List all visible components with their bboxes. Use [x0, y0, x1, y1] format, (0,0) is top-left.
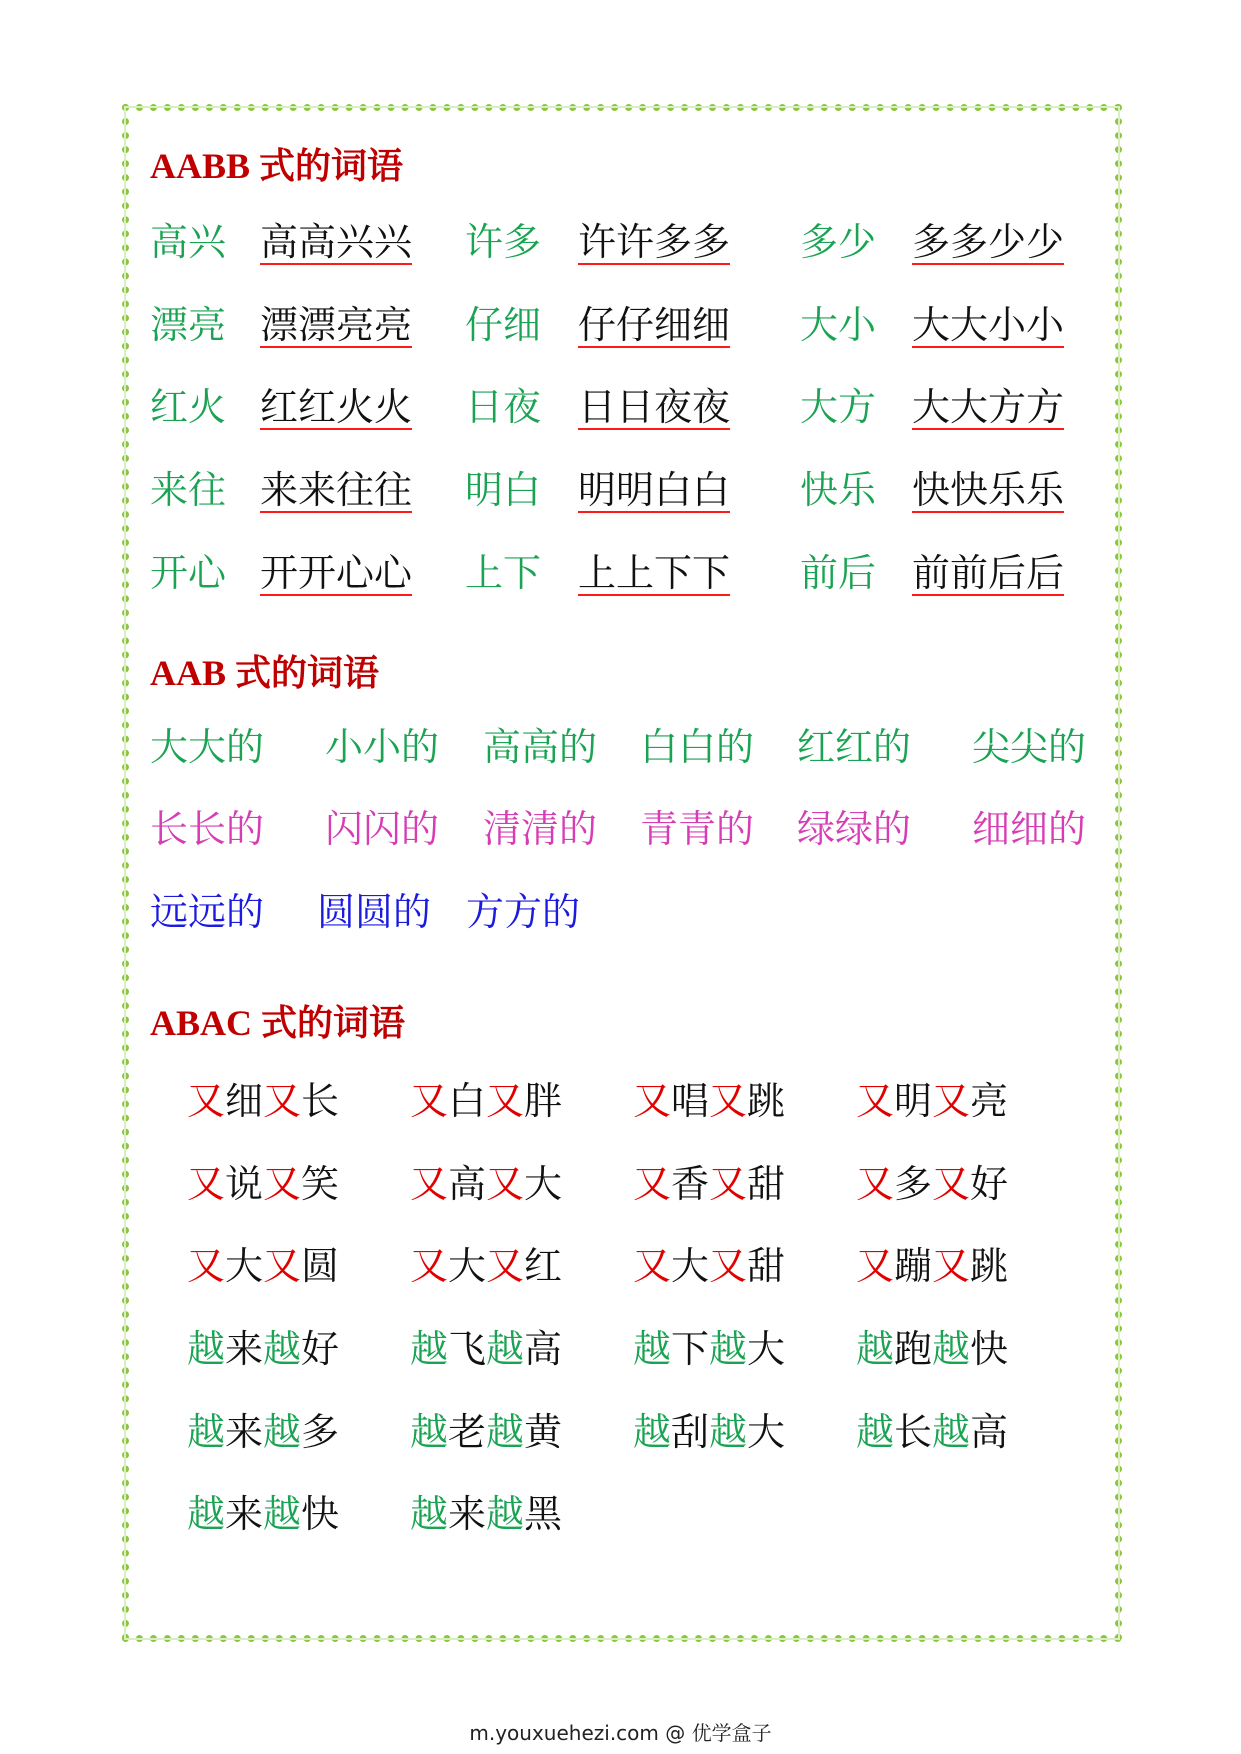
abac-content-char: 长 [894, 1410, 933, 1454]
abac-content-char: 黑 [524, 1492, 563, 1536]
abac-repeat-char: 越 [187, 1327, 226, 1371]
abac-content-char: 大 [225, 1244, 264, 1288]
abac-repeat-char: 又 [410, 1162, 449, 1206]
abac-content-char: 来 [225, 1410, 264, 1454]
aab-word: 清清的 [483, 807, 598, 851]
aabb-base-word: 前后 [800, 551, 877, 595]
abac-content-char: 好 [970, 1162, 1009, 1206]
abac-word [856, 1327, 1009, 1371]
abac-repeat-char: 又 [263, 1079, 302, 1123]
abac-repeat-char: 越 [633, 1327, 672, 1371]
abac-repeat-char: 越 [187, 1410, 226, 1454]
abac-content-char: 大 [524, 1162, 563, 1206]
abac-content-char: 胖 [524, 1079, 563, 1123]
aabb-reduplicated-word: 许许多多 [578, 220, 731, 264]
abac-content-char: 快 [301, 1492, 340, 1536]
aabb-reduplicated-word: 漂漂亮亮 [260, 303, 413, 347]
abac-content-char: 大 [448, 1244, 487, 1288]
abac-word [410, 1162, 563, 1206]
aabb-base-word: 红火 [150, 385, 227, 429]
abac-content-char: 高 [448, 1162, 487, 1206]
abac-repeat-char: 越 [187, 1492, 226, 1536]
abac-content-char: 多 [894, 1162, 933, 1206]
aabb-reduplicated-word: 大大方方 [912, 385, 1065, 429]
aabb-reduplicated-word: 开开心心 [260, 551, 413, 595]
abac-repeat-char: 又 [932, 1162, 971, 1206]
aabb-base-word: 日夜 [465, 385, 542, 429]
abac-content-char: 刮 [671, 1410, 710, 1454]
abac-content-char: 飞 [448, 1327, 487, 1371]
abac-content-char: 黄 [524, 1410, 563, 1454]
aabb-base-word: 仔细 [465, 303, 542, 347]
aab-word: 大大的 [150, 725, 265, 769]
abac-word [187, 1079, 340, 1123]
abac-repeat-char: 越 [263, 1410, 302, 1454]
abac-word [856, 1410, 1009, 1454]
aab-word: 圆圆的 [317, 890, 432, 934]
abac-content-char: 圆 [301, 1244, 340, 1288]
abac-content-char: 红 [524, 1244, 563, 1288]
aab-section-title: AAB 式的词语 [150, 653, 380, 693]
abac-word [633, 1244, 786, 1288]
abac-content-char: 长 [301, 1079, 340, 1123]
aabb-base-word: 上下 [465, 551, 542, 595]
abac-word [410, 1327, 563, 1371]
aabb-base-word: 多少 [800, 220, 877, 264]
aabb-base-word: 大方 [800, 385, 877, 429]
abac-content-char: 快 [970, 1327, 1009, 1371]
abac-repeat-char: 又 [263, 1244, 302, 1288]
abac-repeat-char: 又 [410, 1079, 449, 1123]
abac-repeat-char: 越 [410, 1327, 449, 1371]
abac-repeat-char: 越 [709, 1410, 748, 1454]
abac-word [856, 1162, 1009, 1206]
abac-word [187, 1327, 340, 1371]
abac-word [633, 1327, 786, 1371]
abac-word [187, 1244, 340, 1288]
abac-repeat-char: 又 [486, 1079, 525, 1123]
abac-repeat-char: 又 [932, 1079, 971, 1123]
abac-content-char: 来 [225, 1492, 264, 1536]
aabb-reduplicated-word: 仔仔细细 [578, 303, 731, 347]
abac-content-char: 亮 [970, 1079, 1009, 1123]
abac-repeat-char: 越 [633, 1410, 672, 1454]
abac-content-char: 香 [671, 1162, 710, 1206]
aab-word: 白白的 [640, 725, 755, 769]
aab-word: 闪闪的 [325, 807, 440, 851]
aab-word: 青青的 [640, 807, 755, 851]
aabb-base-word: 快乐 [800, 468, 877, 512]
abac-content-char: 高 [524, 1327, 563, 1371]
abac-content-char: 明 [894, 1079, 933, 1123]
aab-word: 尖尖的 [972, 725, 1087, 769]
abac-repeat-char: 越 [856, 1327, 895, 1371]
aab-word: 远远的 [150, 890, 265, 934]
aabb-reduplicated-word: 明明白白 [578, 468, 731, 512]
abac-word [633, 1162, 786, 1206]
abac-section-title: ABAC 式的词语 [150, 1003, 406, 1043]
aabb-reduplicated-word: 前前后后 [912, 551, 1065, 595]
abac-content-char: 高 [970, 1410, 1009, 1454]
aabb-reduplicated-word: 来来往往 [260, 468, 413, 512]
abac-content-char: 跳 [747, 1079, 786, 1123]
abac-repeat-char: 又 [709, 1079, 748, 1123]
aab-word: 方方的 [466, 890, 581, 934]
aabb-base-word: 开心 [150, 551, 227, 595]
abac-repeat-char: 越 [486, 1327, 525, 1371]
abac-content-char: 甜 [747, 1162, 786, 1206]
abac-content-char: 来 [448, 1492, 487, 1536]
abac-repeat-char: 又 [633, 1244, 672, 1288]
aabb-base-word: 明白 [465, 468, 542, 512]
aabb-base-word: 高兴 [150, 220, 227, 264]
abac-repeat-char: 又 [187, 1244, 226, 1288]
abac-repeat-char: 又 [932, 1244, 971, 1288]
abac-repeat-char: 越 [932, 1327, 971, 1371]
abac-content-char: 大 [747, 1410, 786, 1454]
abac-repeat-char: 又 [187, 1079, 226, 1123]
abac-content-char: 甜 [747, 1244, 786, 1288]
abac-repeat-char: 又 [856, 1162, 895, 1206]
abac-content-char: 跑 [894, 1327, 933, 1371]
aabb-reduplicated-word: 高高兴兴 [260, 220, 413, 264]
abac-repeat-char: 越 [709, 1327, 748, 1371]
abac-word [187, 1410, 340, 1454]
abac-repeat-char: 又 [486, 1162, 525, 1206]
abac-repeat-char: 越 [410, 1492, 449, 1536]
aabb-base-word: 大小 [800, 303, 877, 347]
abac-word [187, 1162, 340, 1206]
aabb-reduplicated-word: 红红火火 [260, 385, 413, 429]
aab-word: 红红的 [797, 725, 912, 769]
aab-word: 长长的 [150, 807, 265, 851]
abac-content-char: 笑 [301, 1162, 340, 1206]
aabb-reduplicated-word: 快快乐乐 [912, 468, 1065, 512]
abac-content-char: 好 [301, 1327, 340, 1371]
abac-repeat-char: 又 [187, 1162, 226, 1206]
abac-repeat-char: 越 [263, 1492, 302, 1536]
abac-content-char: 说 [225, 1162, 264, 1206]
abac-repeat-char: 又 [633, 1162, 672, 1206]
abac-repeat-char: 越 [410, 1410, 449, 1454]
abac-content-char: 大 [747, 1327, 786, 1371]
abac-repeat-char: 又 [263, 1162, 302, 1206]
aabb-section-title: AABB 式的词语 [150, 146, 404, 186]
abac-word [856, 1079, 1009, 1123]
aabb-reduplicated-word: 上上下下 [578, 551, 731, 595]
abac-repeat-char: 又 [486, 1244, 525, 1288]
abac-repeat-char: 越 [932, 1410, 971, 1454]
abac-content-char: 蹦 [894, 1244, 933, 1288]
aabb-reduplicated-word: 大大小小 [912, 303, 1065, 347]
aab-word: 高高的 [483, 725, 598, 769]
abac-content-char: 老 [448, 1410, 487, 1454]
abac-word [410, 1079, 563, 1123]
abac-repeat-char: 又 [709, 1244, 748, 1288]
abac-repeat-char: 又 [709, 1162, 748, 1206]
abac-content-char: 多 [301, 1410, 340, 1454]
abac-repeat-char: 又 [856, 1244, 895, 1288]
aabb-base-word: 来往 [150, 468, 227, 512]
aab-word: 细细的 [972, 807, 1087, 851]
aabb-base-word: 漂亮 [150, 303, 227, 347]
abac-content-char: 跳 [970, 1244, 1009, 1288]
abac-repeat-char: 又 [633, 1079, 672, 1123]
abac-repeat-char: 越 [856, 1410, 895, 1454]
aab-word: 绿绿的 [797, 807, 912, 851]
abac-repeat-char: 越 [486, 1492, 525, 1536]
abac-repeat-char: 又 [856, 1079, 895, 1123]
aabb-reduplicated-word: 日日夜夜 [578, 385, 731, 429]
abac-content-char: 细 [225, 1079, 264, 1123]
abac-word [410, 1410, 563, 1454]
aab-word: 小小的 [325, 725, 440, 769]
abac-content-char: 白 [448, 1079, 487, 1123]
footer-source: m.youxuehezi.com @ 优学盒子 [469, 1721, 772, 1745]
abac-repeat-char: 越 [486, 1410, 525, 1454]
abac-repeat-char: 越 [263, 1327, 302, 1371]
abac-word [187, 1492, 340, 1536]
abac-content-char: 来 [225, 1327, 264, 1371]
aabb-base-word: 许多 [465, 220, 542, 264]
abac-word [410, 1244, 563, 1288]
abac-word [856, 1244, 1009, 1288]
abac-content-char: 大 [671, 1244, 710, 1288]
aabb-reduplicated-word: 多多少少 [912, 220, 1065, 264]
abac-word [633, 1410, 786, 1454]
abac-word [633, 1079, 786, 1123]
abac-content-char: 唱 [671, 1079, 710, 1123]
abac-repeat-char: 又 [410, 1244, 449, 1288]
abac-content-char: 下 [671, 1327, 710, 1371]
abac-word [410, 1492, 563, 1536]
